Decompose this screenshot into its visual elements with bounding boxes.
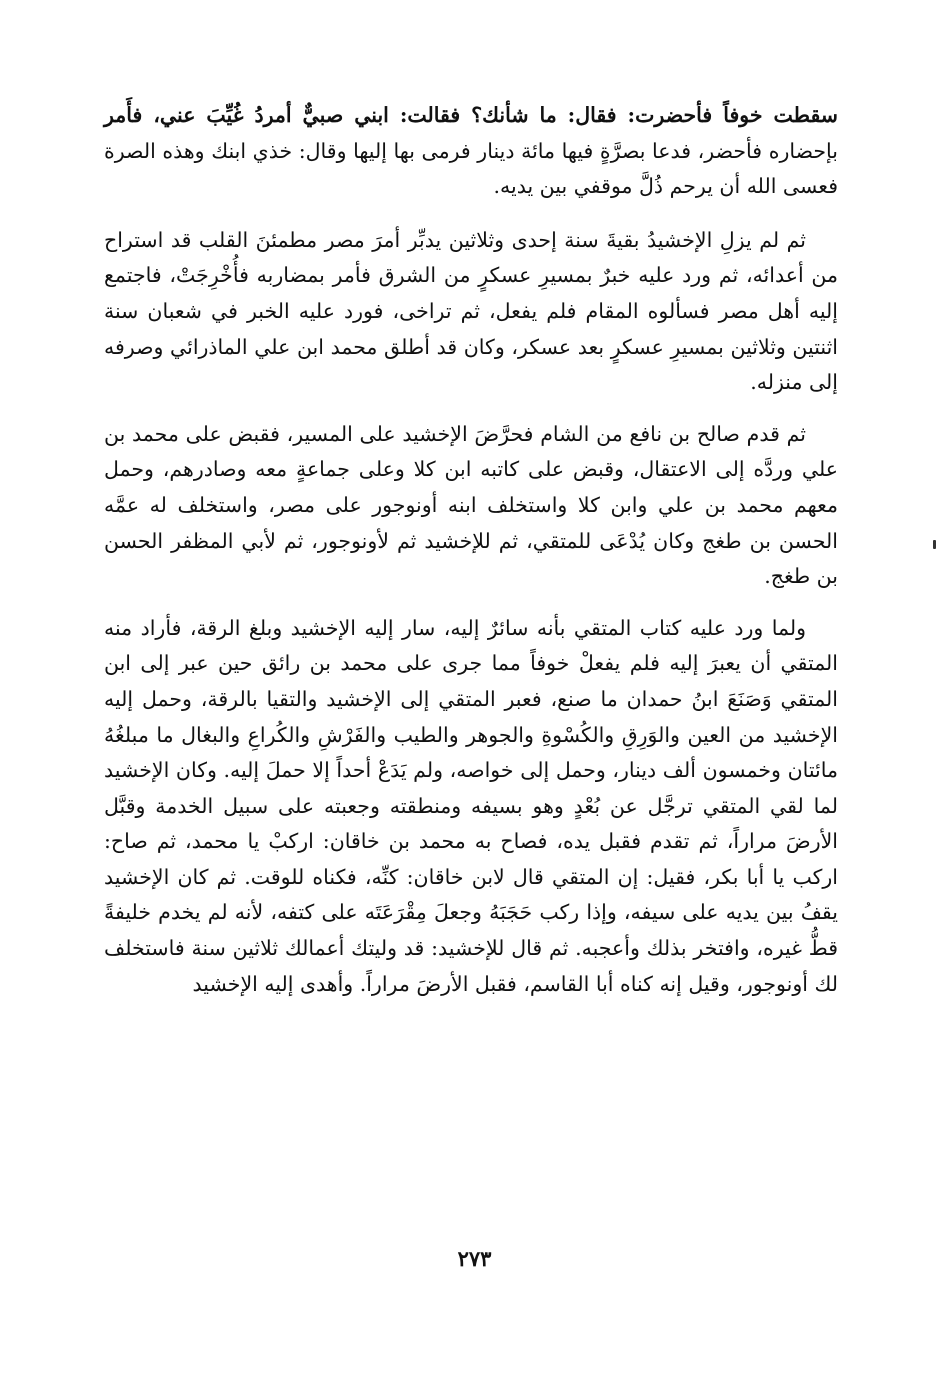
paragraph-3: ثم قدم صالح بن نافع من الشام فحرَّضَ الإخشيد على المسير، فقبض على محمد بن علي وردَّه إلى الاعتقال، وقبض على كاتبه ابن كلا وعلى جماعةٍ معه وصادرهم، وحمل معهم محمد بن علي وابن كلا واستخلف ابنه أونوجور على مصر، واستخلف له عمَّه الحسن بن طغج وكان يُدْعَى للمتقي، ثم للإخشيد ثم لأونوجور، ثم لأبي المظفر الحسن بن طغج. (104, 421, 838, 589)
scan-artifact-mark (933, 540, 936, 549)
paragraph-1-text: بإحضاره فأحضر، فدعا بصرَّةٍ فيها مائة دينار فرمى بها إليها وقال: خذي ابنك وهذه الصرة فعسى الله أن يرحم ذُلَّ موقفي بين يديه. (104, 138, 838, 199)
paragraph-4: ولما ورد عليه كتاب المتقي بأنه سائرٌ إليه، سار إليه الإخشيد وبلغ الرقة، فأراد منه المتقي أن يعبرَ إليه فلم يفعلْ خوفاً مما جرى على محمد بن رائق حين عبر إلى ابن المتقي وَصَنَعَ ابنُ حمدان ما صنع، فعبر المتقي إلى الإخشيد والتقيا بالرقة، وحمل إليه الإخشيد من العين والوَرِقِ والكُسْوةِ والجوهر والطيب والفَرْشِ والكُراعِ والبغال ما مبلغُهُ مائتان وخمسون ألف دينار، وحمل إلى خواصه، ولم يَدَعْ أحداً إلا حملَ إليه. وكان الإخشيد لما لقي المتقي ترجَّل عن بُعْدٍ وهو بسيفه ومنطقته وجعبته على سبيل الخدمة وقبَّل الأرضَ مراراً، ثم تقدم فقبل يده، فصاح به محمد بن خاقان: اركبْ يا محمد، ثم صاح: اركب يا أبا بكر، فقيل: إن المتقي قال لابن خاقان: كنِّه، فكناه للوقت. ثم كان الإخشيد يقفُ بين يديه على سيفه، وإذا ركب حَجَبَهُ وجعلَ مِقْرَعَتَه على كتفه، لأنه لم يخدم خليفةً قطُّ غيره، وافتخر بذلك وأعجبه. ثم قال للإخشيد: قد وليتك أعمالك ثلاثين سنة فاستخلف لك أونوجور، وقيل إنه كناه أبا القاسم، فقبل الأرضَ مراراً. وأهدى إليه الإخشيد (104, 615, 838, 996)
paragraph-1 (104, 98, 838, 205)
paragraph-1-bold-opening: سقطت خوفاً فأحضرت: فقال: ما شأنك؟ فقالت: ابني صبيٌّ أمردُ غُيِّبَ عني، فأَمر (104, 103, 838, 127)
body-text (104, 98, 838, 1018)
page-number: ٢٧٣ (457, 1246, 492, 1271)
paragraph-2: ثم لم يزلِ الإخشيدُ بقيةَ سنة إحدى وثلاثين يدبِّر أمرَ مصر مطمئنَ القلب قد استراح من أعدائه، ثم ورد عليه خبرٌ بمسيرِ عسكرٍ من الشرق فأمر بمضاربه فأُخْرِجَتْ، فاجتمع إليه أهل مصر فسألوه المقام فلم يفعل، ثم تراخى، فورد عليه الخبر في شعبان سنة اثنتين وثلاثين بمسيرِ عسكرٍ بعد عسكر، وكان قد أطلق محمد ابن علي الماذرائي وصرفه إلى منزله. (104, 227, 838, 395)
